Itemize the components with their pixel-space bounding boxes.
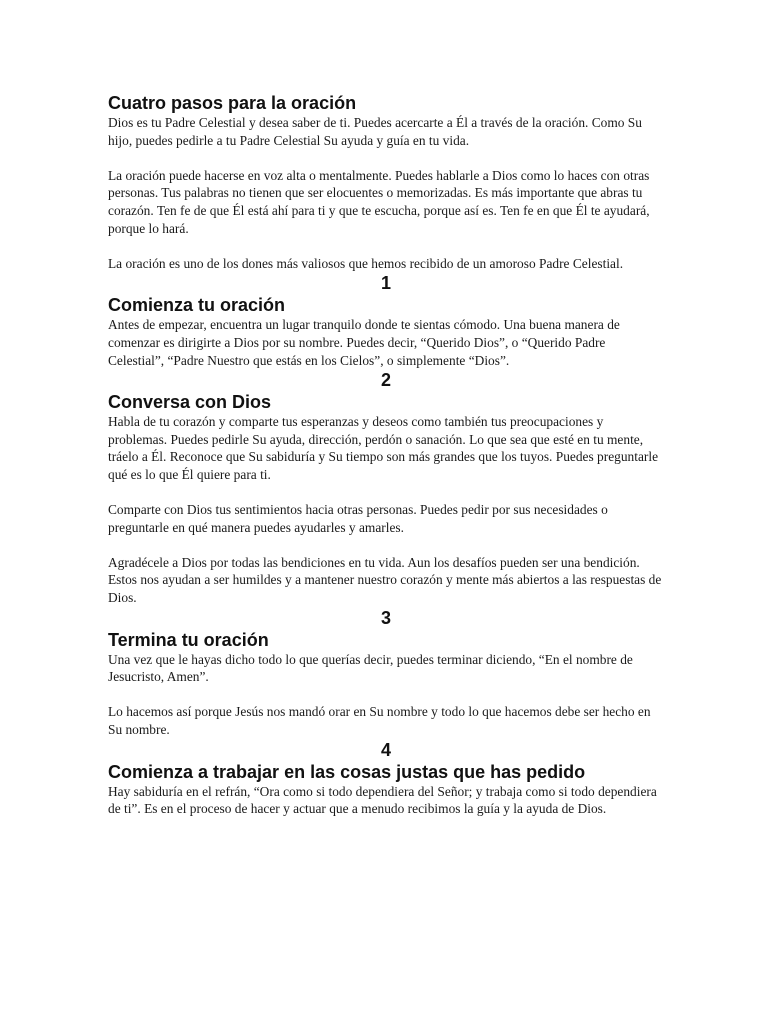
step-2-title: Conversa con Dios	[108, 392, 272, 413]
paragraph-gap	[108, 686, 664, 704]
step-2-number: 2	[380, 370, 391, 391]
step-4-title: Comienza a trabajar en las cosas justas que has pedido	[108, 761, 586, 782]
step-3-paragraph-2: Lo hacemos así porque Jesús nos mandó orar en Su nombre y todo lo que hacemos debe ser hecho en Su nombre.	[108, 704, 651, 738]
intro-paragraph-3: La oración es uno de los dones más valiosos que hemos recibido de un amoroso Padre Celestial.	[108, 255, 624, 271]
paragraph-gap	[108, 237, 664, 255]
step-1-number: 1	[380, 273, 391, 294]
page-title: Cuatro pasos para la oración	[108, 93, 357, 113]
step-4-number: 4	[380, 739, 391, 760]
step-3-number: 3	[380, 607, 391, 628]
step-3-paragraph-1: Una vez que le hayas dicho todo lo que querías decir, puedes terminar diciendo, “En el nombre de Jesucristo, Amen”.	[108, 651, 633, 685]
document-page	[108, 92, 664, 818]
step-1-paragraph-1: Antes de empezar, encuentra un lugar tranquilo donde te sientas cómodo. Una buena manera de comenzar es dirigirte a Dios por su nombre. Puedes decir, “Querido Dios”, o “Querido Padre Celestial”, “Padre Nuestro que estás en los Cielos”, o simplemente “Dios”.	[108, 317, 620, 368]
paragraph-gap	[108, 484, 664, 502]
paragraph-gap	[108, 536, 664, 554]
step-2-paragraph-2: Comparte con Dios tus sentimientos hacia otras personas. Puedes pedir por sus necesidades o preguntarle en qué manera puedes ayudarles y amarles.	[108, 502, 608, 535]
step-3-title: Termina tu oración	[108, 629, 269, 650]
intro-paragraph-2: La oración puede hacerse en voz alta o mentalmente. Puedes hablarle a Dios como lo haces con otras personas. Tus palabras no tienen que ser elocuentes o memorizadas. Es más importante que abras tu corazón. Ten fe de que Él está ahí para ti y que te escucha, porque así es. Ten fe en que Él te ayudará, porque lo hará.	[108, 167, 650, 236]
step-2-paragraph-3: Agradécele a Dios por todas las bendiciones en tu vida. Aun los desafíos pueden ser una bendición. Estos nos ayudan a ser humildes y a mantener nuestro corazón y mente más abiertos a las respuestas de Dios.	[108, 554, 662, 606]
step-1-title: Comienza tu oración	[108, 295, 286, 316]
step-4-paragraph-1: Hay sabiduría en el refrán, “Ora como si todo dependiera del Señor; y trabaja como si todo dependiera de ti”. Es en el proceso de hacer y actuar que a menudo recibimos la guía y la ayuda de Dios.	[108, 783, 657, 817]
paragraph-gap	[108, 149, 664, 167]
intro-paragraph-1: Dios es tu Padre Celestial y desea saber de ti. Puedes acercarte a Él a través de la oración. Como Su hijo, puedes pedirle a tu Padre Celestial Su ayuda y guía en tu vida.	[108, 115, 642, 148]
step-2-paragraph-1: Habla de tu corazón y comparte tus esperanzas y deseos como también tus preocupaciones y problemas. Puedes pedirle Su ayuda, dirección, perdón o sanación. Lo que sea que esté en tu mente, tráelo a Él. Reconoce que Su sabiduría y Su tiempo son más grandes que los tuyos. Puedes preguntarle qué es lo que Él quiere para ti.	[108, 414, 659, 482]
